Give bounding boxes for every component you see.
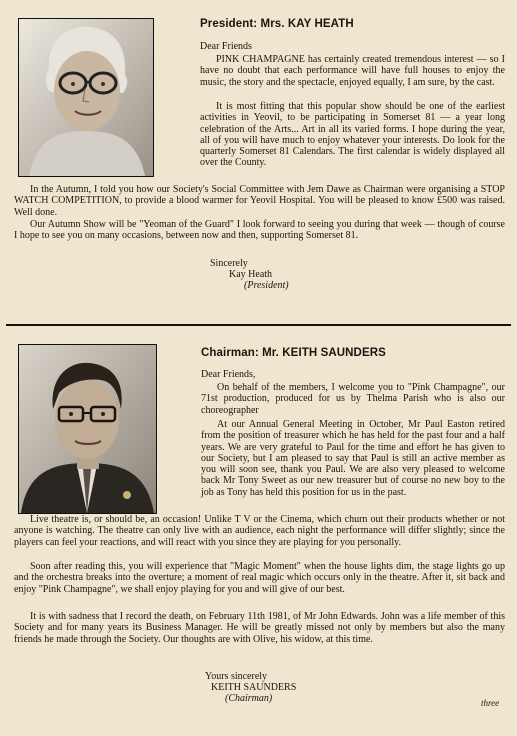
chairman-portrait-image — [19, 345, 156, 513]
chairman-closing: Yours sincerely — [205, 671, 268, 682]
president-paragraph-2: It is most fitting that this popular show should be one of the earliest activities in Yeovil, to be participating in Somerset 81 — a year long celebration of the Arts... Art in all its varied forms. I hope during the year, all of you will have much to enjoy whatever your interests. Do look for the quarterly Somerset 81 Calendars. The first calendar is widely displayed all over the County. — [200, 101, 505, 169]
president-paragraph-4: Our Autumn Show will be "Yeoman of the Guard" I look forward to seeing you during that week — though of course I hope to see you on many occasions, between now and then, supporting Somerset 81. — [14, 219, 505, 242]
chairman-paragraph-2: At our Annual General Meeting in October, Mr Paul Easton retired from the position of treasurer which he has held for the past four and a half years. We are very grateful to Paul for the time and effort he has given to our Society, but I am pleased to say that Paul is still an active member as you will soon see, thank you Paul. We are also very pleased to welcome back Mr Tony Sweet as our new treasurer but of course no new boy to the job as Tony has held this position for us in the past. — [201, 419, 505, 498]
president-heading: President: Mrs. KAY HEATH — [200, 18, 354, 30]
president-paragraph-1: PINK CHAMPAGNE has certainly created tremendous interest — so I have no doubt that each performance will have full houses to enjoy the music, the story and the spectacle, enjoyed equally, I am sure, by the cast. — [200, 54, 505, 88]
chairman-paragraph-1: On behalf of the members, I welcome you to "Pink Champagne", our 71st production, produced for us by Thelma Parish who is also our choreographer — [201, 382, 505, 416]
chairman-signature-name: KEITH SAUNDERS — [211, 682, 297, 693]
chairman-paragraph-4: Soon after reading this, you will experience that "Magic Moment" when the house lights dim, the stage lights go up and the orchestra breaks into the overture; a moment of real magic which occurs only in the theatre. After it, sit back and enjoy "Pink Champagne", we shall enjoy playing for you and will give of our best. — [14, 561, 505, 595]
chairman-photo — [18, 344, 157, 514]
president-signature-name: Kay Heath — [229, 269, 273, 280]
president-closing: Sincerely — [210, 258, 248, 269]
page-number: three — [481, 698, 500, 708]
chairman-paragraph-5: It is with sadness that I record the death, on February 11th 1981, of Mr John Edwards. John was a life member of this Society and for many years its Business Manager. He will be greatly missed not only by members but also the many friends he made through the Society. Our thoughts are with Olive, his widow, at this time. — [14, 611, 505, 645]
chairman-signature-role: (Chairman) — [225, 693, 273, 704]
president-signature-role: (President) — [244, 280, 289, 291]
president-salutation: Dear Friends — [200, 41, 252, 52]
section-divider — [6, 324, 511, 326]
president-paragraph-3: In the Autumn, I told you how our Society's Social Committee with Jem Dawe as Chairman were organising a STOP WATCH COMPETITION, to provide a blood warmer for Yeovil Hospital. You will be pleased to know £500 was raised. Well done. — [14, 184, 505, 218]
chairman-salutation: Dear Friends, — [201, 369, 256, 380]
chairman-paragraph-3: Live theatre is, or should be, an occasion! Unlike T V or the Cinema, which churn out their products whether or not anyone is watching. The theatre can only live with an audience, each night the performance will differ slightly; since the players can feel your reactions, and will react with you since they are playing for you personally. — [14, 514, 505, 548]
president-photo — [18, 18, 154, 177]
president-portrait-image — [19, 19, 153, 176]
chairman-heading: Chairman: Mr. KEITH SAUNDERS — [201, 347, 386, 359]
